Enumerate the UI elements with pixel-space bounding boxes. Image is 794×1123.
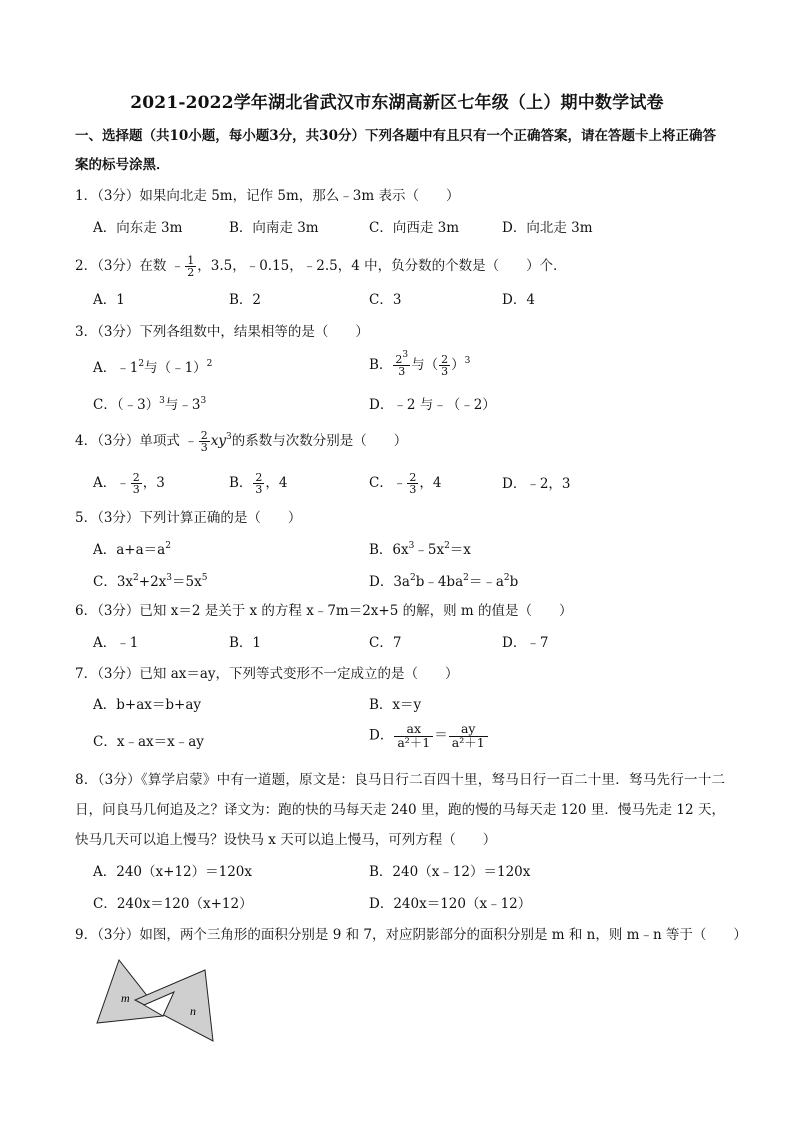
q2-option-d: D．4	[502, 292, 535, 308]
q7-d-num1: ax	[394, 723, 433, 737]
q4-c-pre: C．﹣	[369, 475, 407, 491]
q4-c-frac	[407, 472, 418, 495]
q4-c-den: 3	[409, 483, 417, 496]
q2-option-a: A．1	[93, 292, 125, 308]
q4-frac-den: 3	[200, 441, 208, 454]
q7-d-den2: a²＋1	[451, 734, 485, 750]
q5-b-exp1: 3	[408, 541, 415, 551]
q5-c-exp3: 5	[201, 573, 208, 583]
q6-option-b: B．1	[229, 635, 262, 651]
q3-a-exp1: 2	[138, 359, 145, 369]
q2-fraction	[185, 255, 196, 278]
q5-option-d	[369, 572, 518, 592]
q5-option-b	[369, 540, 471, 560]
q7-d-label: D．	[369, 727, 394, 744]
q3-b-exp: 3	[464, 356, 471, 366]
question-2-stem	[75, 255, 725, 278]
q6-option-c: C．7	[369, 635, 402, 651]
q4-a-den: 3	[132, 483, 140, 496]
question-4-stem	[75, 430, 725, 453]
question-6-stem: 6．（3分）已知 x＝2 是关于 x 的方程 x﹣7m＝2x+5 的解，则 m 的值是（ ）	[75, 603, 573, 619]
q2-frac-num: 1	[187, 254, 195, 267]
q8-option-b: B．240（x﹣12）＝120x	[369, 864, 531, 880]
q4-fraction	[199, 430, 210, 453]
q3-b-frac2-num: 2	[441, 353, 449, 366]
label-n: n	[190, 1004, 196, 1018]
question-3-stem: 3．（3分）下列各组数中，结果相等的是（ ）	[75, 324, 369, 340]
q7-option-d	[369, 723, 489, 749]
q7-option-a: A．b+ax＝b+ay	[93, 697, 201, 713]
q3-b-label: B．	[369, 357, 393, 373]
q4-text-pre: 4．（3分）单项式 ﹣	[75, 433, 198, 449]
q3-c-part2: 与﹣3	[164, 397, 201, 413]
q5-b-exp2: 2	[444, 541, 450, 551]
q5-b-part3: ＝x	[449, 542, 471, 558]
q4-option-b	[229, 472, 288, 495]
q3-b-frac2-den: 3	[441, 365, 449, 378]
q4-variable-exp: 3	[225, 432, 232, 442]
q1-option-c: C．向西走 3m	[369, 220, 460, 236]
q5-d-part1: D．3a	[369, 574, 410, 590]
question-9-stem: 9．（3分）如图，两个三角形的面积分别是 9 和 7，对应阴影部分的面积分别是 m 和 n，则 m﹣n 等于（ ）	[75, 927, 747, 943]
q5-option-c	[93, 572, 207, 592]
q1-option-b: B．向南走 3m	[229, 220, 319, 236]
q5-a-part1: A．a+a＝a	[93, 542, 166, 558]
question-8-stem: 8．（3分）《算学启蒙》中有一道题，原文是：良马日行二百四十里，驽马日行一百二十里．驽马先行一十二日，问良马几何追及之？译文为：跑的快的马每天走 240 里，跑的慢的马每天走 120 里．慢马先走 12 天，快马几天可以追上慢马？设快马 x 天可以追上慢马，可列方程（ ）	[75, 772, 725, 848]
q5-d-exp2: 2	[463, 573, 469, 583]
q3-b-frac1-den: 3	[398, 365, 406, 378]
page-title: 2021-2022学年湖北省武汉市东湖高新区七年级（上）期中数学试卷	[130, 93, 664, 113]
question-1-stem: 1．（3分）如果向北走 5m，记作 5m，那么﹣3m 表示（ ）	[75, 188, 460, 204]
q2-option-c: C．3	[369, 292, 402, 308]
q1-option-a: A．向东走 3m	[93, 220, 183, 236]
q5-d-part3: ＝﹣a	[468, 574, 504, 590]
q3-b-frac1-exp: 3	[402, 350, 409, 360]
q7-option-c: C．x﹣ax＝x﹣ay	[93, 734, 204, 750]
q5-d-part4: b	[509, 574, 519, 590]
q5-c-part1: C．3x	[93, 574, 134, 590]
q3-b-frac1-base: 2	[395, 353, 403, 366]
q5-a-exp: 2	[165, 541, 171, 551]
q4-option-a	[93, 472, 165, 495]
q4-c-num: 2	[409, 471, 417, 484]
q5-b-part1: B．6x	[369, 542, 409, 558]
q5-option-a	[93, 540, 171, 560]
q2-option-b: B．2	[229, 292, 262, 308]
q5-b-part2: ﹣5x	[414, 542, 445, 558]
q8-option-c: C．240x＝120（x+12）	[93, 896, 253, 912]
q7-option-b: B．x＝y	[369, 697, 422, 713]
q3-a-part2: 与（﹣1）	[144, 360, 207, 376]
q7-d-num2: ay	[449, 723, 488, 737]
label-m: m	[121, 991, 130, 1005]
section-heading: 一、选择题（共10小题，每小题3分，共30分）下列各题中有且只有一个正确答案，请在答题卡上将正确答案的标号涂黑．	[75, 128, 716, 173]
q4-variable: xy	[210, 433, 226, 449]
q3-c-exp1: 3	[159, 396, 165, 406]
q4-a-pre: A．﹣	[93, 475, 130, 491]
q7-d-den1: a²＋1	[397, 734, 431, 750]
q2-text-pre: 2．（3分）在数 ﹣	[75, 258, 185, 274]
q3-option-b	[369, 350, 471, 378]
q3-a-part1: A．﹣1	[93, 360, 139, 376]
q4-option-d: D．﹣2，3	[502, 476, 571, 492]
q4-b-den: 3	[255, 483, 263, 496]
q3-option-a	[93, 358, 212, 378]
question-7-stem: 7．（3分）已知 ax＝ay，下列等式变形不一定成立的是（ ）	[75, 666, 459, 682]
q3-c-exp2: 3	[200, 396, 207, 406]
q3-b-frac1	[393, 350, 410, 378]
q4-b-num: 2	[255, 471, 263, 484]
question-5-stem: 5．（3分）下列计算正确的是（ ）	[75, 510, 302, 526]
left-triangle	[97, 960, 163, 1023]
q8-option-d: D．240x＝120（x﹣12）	[369, 896, 532, 912]
q1-option-d: D．向北走 3m	[502, 220, 593, 236]
q4-b-pre: B．	[229, 475, 253, 491]
q2-text-post: ，3.5，﹣0.15，﹣2.5，4 中，负分数的个数是（ ）个．	[197, 258, 567, 274]
q7-d-equals: ＝	[434, 727, 448, 744]
triangles-figure	[95, 958, 215, 1046]
q8-option-a: A．240（x+12）＝120x	[93, 864, 253, 880]
q4-b-frac	[253, 472, 264, 495]
q7-d-frac1	[394, 723, 433, 749]
q4-c-post: ，4	[419, 475, 442, 491]
q3-b-end: ）	[451, 357, 465, 373]
q4-a-frac	[131, 472, 142, 495]
q4-a-num: 2	[132, 471, 140, 484]
q5-d-exp3: 2	[503, 573, 510, 583]
q5-c-exp1: 2	[133, 573, 139, 583]
q4-a-post: ，3	[142, 475, 165, 491]
q3-c-part1: C．（﹣3）	[93, 397, 160, 413]
q2-frac-den: 2	[187, 266, 195, 279]
q3-option-c	[93, 395, 206, 415]
q3-b-frac2	[439, 354, 450, 377]
q6-option-a: A．﹣1	[93, 635, 139, 651]
q5-d-part2: b﹣4ba	[415, 574, 464, 590]
q4-frac-num: 2	[200, 429, 208, 442]
q5-d-exp1: 2	[409, 573, 416, 583]
q4-text-post: 的系数与次数分别是（ ）	[231, 433, 408, 449]
q3-b-mid: 与（	[411, 357, 439, 373]
q4-b-post: ，4	[265, 475, 288, 491]
q3-option-d: D．﹣2 与﹣（﹣2）	[369, 397, 496, 413]
q5-c-exp2: 3	[166, 573, 173, 583]
q5-c-part3: ＝5x	[172, 574, 202, 590]
q5-c-part2: +2x	[138, 574, 167, 590]
q7-d-frac2	[449, 723, 488, 749]
q4-option-c	[369, 472, 441, 495]
q3-a-exp2: 2	[206, 359, 213, 369]
q6-option-d: D．﹣7	[502, 635, 549, 651]
